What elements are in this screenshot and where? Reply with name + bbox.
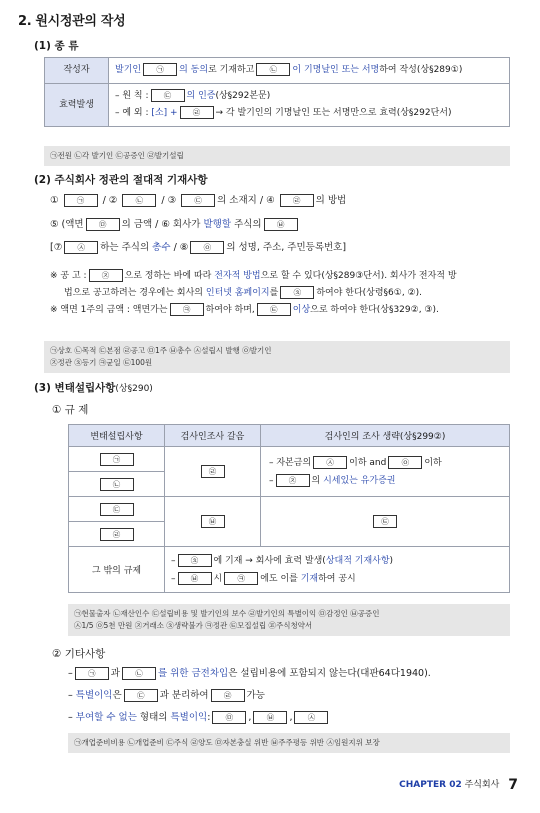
- s3-r1-t2-c: 시세있는 유가증권: [323, 475, 396, 486]
- s3-col-2: 검사인조사 갈음: [165, 425, 261, 447]
- blank-box[interactable]: ㉩: [178, 554, 212, 567]
- blank-box[interactable]: ㉠: [143, 63, 177, 76]
- s2-l2-c: 발행할: [203, 219, 232, 230]
- s3-other-2: [68, 686, 265, 706]
- s3-table: [68, 424, 510, 593]
- s1-row1-content: [109, 58, 510, 84]
- blank-box[interactable]: ㉩: [280, 286, 314, 299]
- s2-l1-t1: / ②: [99, 195, 121, 206]
- blank-box[interactable]: ㉨: [276, 474, 310, 487]
- s2-n1-c: 전자적 방법: [214, 271, 261, 281]
- s3-o1-a: –: [68, 668, 73, 679]
- blank-box[interactable]: ㉣: [201, 465, 225, 478]
- blank-box[interactable]: ㉦: [313, 456, 347, 469]
- s3-o3-e: :: [207, 712, 211, 723]
- blank-box[interactable]: ㉠: [75, 667, 109, 680]
- s3-sub1: ① 규 제: [52, 404, 89, 416]
- s3-o2-e: 가능: [246, 690, 265, 701]
- s2-l2-d: 주식의: [234, 219, 262, 230]
- s2-note-1: [50, 268, 520, 285]
- s1-r2-l1-a: – 원 칙 :: [115, 91, 149, 101]
- s3-r3-l2-d: 기재: [300, 573, 319, 584]
- blank-box[interactable]: ㉧: [388, 456, 422, 469]
- s2-l2-b: 의 금액 / ⑥ 회사가: [121, 219, 201, 230]
- blank-box[interactable]: ㉢: [100, 503, 134, 516]
- s3-o3-a: –: [68, 712, 73, 723]
- s3-r3-l1-d: ): [389, 555, 394, 566]
- s3-r1-t1-b: 이하 and: [349, 457, 387, 468]
- s3-r3-l2-e: 하여 공시: [318, 573, 356, 584]
- s3-r3-l1-a: –: [171, 555, 176, 566]
- s3-col-1: 변태설립사항: [69, 425, 165, 447]
- s2-l1-t2: / ③: [158, 195, 180, 206]
- s2-l3-d: / ⑧: [173, 242, 189, 253]
- heading-title: 원시정관의 작성: [35, 14, 126, 29]
- blank-box[interactable]: ㉢: [124, 689, 158, 702]
- blank-box[interactable]: ㉢: [151, 89, 185, 102]
- s2-line-2: [50, 215, 300, 235]
- s3-o2-a: –: [68, 690, 73, 701]
- blank-box[interactable]: ㉣: [180, 106, 214, 119]
- s3-title-ref: (상§290): [115, 384, 153, 394]
- section-2-title: (2) 주식회사 정관의 절대적 기재사항: [34, 174, 208, 186]
- s2-notes: [50, 268, 520, 319]
- s2-n1-h: 하여야 한다(상령§6①, ②).: [316, 288, 422, 298]
- blank-box[interactable]: ㉧: [190, 241, 224, 254]
- s1-legend: ㉠전원 ㉡각 발기인 ㉢공증인 ㉣발기설립: [44, 146, 510, 166]
- s3-r3-l2-a: –: [171, 573, 176, 584]
- s1-r2-l2-b: [소] +: [151, 108, 178, 118]
- s2-l3-e: 의 성명, 주소, 주민등록번호]: [226, 242, 347, 253]
- page-footer: [399, 777, 518, 793]
- s1-r1-a: 발기인: [115, 65, 142, 75]
- s3-r2b: [69, 522, 165, 547]
- s1-r1-b: 의 동의: [179, 65, 209, 75]
- s3-o3-c: 형태의: [139, 712, 168, 723]
- section-1-title: (1) 종 류: [34, 40, 79, 52]
- s1-row1-label: 작성자: [45, 58, 109, 84]
- blank-box[interactable]: ㉫: [373, 515, 397, 528]
- s3-r3-label: 그 밖의 규제: [69, 547, 165, 593]
- s3-r3-content: [165, 547, 510, 593]
- blank-box[interactable]: ㉣: [280, 194, 314, 207]
- s1-r2-l2-a: – 예 외 :: [115, 108, 149, 118]
- blank-box[interactable]: ㉢: [181, 194, 215, 207]
- s2-n2-a: ※ 액면 1주의 금액 :: [50, 305, 130, 315]
- s3-r3-l2-c: 에도 이를: [260, 573, 298, 584]
- blank-box[interactable]: ㉠: [100, 453, 134, 466]
- s3-legend-line-2: ㉦1/5 ㉧5천 만원 ㉨거래소 ㉩생략불가 ㉪정관 ㉫모집설립 ㉬주식청약서: [74, 621, 313, 630]
- s3-legend-2: ㉠개업준비비용 ㉡개업준비 ㉢주식 ㉣양도 ㉤자본충실 위반 ㉥주주평등 위반 ㉦임원지위 보장: [68, 733, 510, 753]
- s2-line-3: [50, 238, 346, 258]
- s2-line-1: [50, 191, 346, 211]
- s3-legend: [68, 604, 510, 636]
- s2-n2-e: 으로 하여야 한다(상§329②, ③).: [310, 305, 439, 315]
- s3-o3-b: 부여할 수 없는: [75, 712, 137, 723]
- s2-legend-line-2: ㉨정관 ㉩등기 ㉪균일 ㉫100원: [50, 358, 153, 367]
- s3-o3-d: 특별이익: [170, 712, 208, 723]
- blank-box[interactable]: ㉥: [264, 218, 298, 231]
- s1-r1-e: 하여 작성(상§289①): [379, 65, 463, 75]
- s2-l1-t0: ①: [50, 195, 62, 206]
- s3-o1-b: 과: [110, 668, 120, 679]
- s3-legend-line-1: ㉠현물출자 ㉡재산인수 ㉢설립비용 및 발기인의 보수 ㉣발기인의 특별이익 ㉤감정인 ㉥공증인: [74, 609, 380, 618]
- s2-n2-d: 이상: [292, 305, 311, 315]
- blank-box[interactable]: ㉡: [100, 478, 134, 491]
- s2-l1-t4: 의 방법: [315, 195, 347, 206]
- s2-note-2: [50, 302, 520, 319]
- blank-box[interactable]: ㉣: [211, 689, 245, 702]
- s1-r2-l1-b: 의 인증: [186, 91, 216, 101]
- blank-box[interactable]: ㉤: [212, 711, 246, 724]
- s2-legend: [44, 341, 510, 373]
- s1-r1-d: 이 기명날인 또는 서명: [292, 65, 380, 75]
- s2-n1-e: 법으로 공고하려는 경우에는 회사의: [64, 288, 203, 298]
- blank-box[interactable]: ㉦: [294, 711, 328, 724]
- s3-o1-d: 은 설립비용에 포함되지 않는다(대판64다1940).: [228, 668, 431, 679]
- s3-r1-t1-c: 이하: [424, 457, 442, 468]
- blank-box[interactable]: ㉪: [224, 572, 258, 585]
- s3-r3-l1-c: 상대적 기재사항: [325, 555, 390, 566]
- page-heading: [18, 10, 125, 29]
- s3-r1-t2-a: –: [269, 475, 274, 486]
- s3-col-3: 검사인의 조사 생략(상§299②): [261, 425, 510, 447]
- s2-l3-a: [⑦: [50, 242, 63, 253]
- s1-row2-label: 효력발생: [45, 84, 109, 127]
- s3-r2a: [69, 497, 165, 522]
- s2-l2-a: ⑤ (액면: [50, 219, 84, 230]
- s3-sub2: ② 기타사항: [52, 648, 106, 660]
- s3-r2-right: [261, 497, 510, 547]
- s2-n1-d: 으로 할 수 있다(상§289③단서). 회사가 전자적 방: [260, 271, 457, 281]
- s2-l1-t3: 의 소재지 / ④: [217, 195, 278, 206]
- s2-note-1-cont: [50, 285, 520, 302]
- s3-o2-b: 특별이익: [75, 690, 113, 701]
- s2-n1-b: 으로 정하는 바에 따라: [124, 271, 212, 281]
- s2-n2-b: 액면가는: [132, 305, 168, 315]
- s3-r1a: [69, 447, 165, 472]
- s3-r1-t2-b: 의: [311, 475, 321, 486]
- s3-r1-t1-a: – 자본금의: [269, 457, 312, 468]
- footer-topic: 주식회사: [464, 780, 500, 790]
- s3-r2-mid: [165, 497, 261, 547]
- s1-r2-l1-c: (상§292본문): [215, 91, 271, 101]
- blank-box[interactable]: ㉥: [178, 572, 212, 585]
- s3-r1b: [69, 472, 165, 497]
- blank-box[interactable]: ㉤: [86, 218, 120, 231]
- s2-l3-c: 총수: [152, 242, 171, 253]
- s2-n1-f: 인터넷 홈페이지: [205, 288, 270, 298]
- blank-box[interactable]: ㉡: [256, 63, 290, 76]
- blank-box[interactable]: ㉥: [253, 711, 287, 724]
- s3-title-text: (3) 변태설립사항: [34, 382, 116, 394]
- s3-r1-right: [261, 447, 510, 497]
- s3-r1-mid: [165, 447, 261, 497]
- s3-o1-c: 를 위한 금전차입: [157, 668, 229, 679]
- section-3-title: [34, 380, 153, 395]
- s1-r1-c: 로 기재하고: [208, 65, 255, 75]
- s2-legend-line-1: ㉠상호 ㉡목적 ㉢본점 ㉣공고 ㉤1주 ㉥총수 ㉦설립시 발행 ㉧발기인: [50, 346, 272, 355]
- footer-chapter: CHAPTER 02: [399, 780, 462, 790]
- s2-n1-a: ※ 공 고 :: [50, 271, 87, 281]
- blank-box[interactable]: ㉣: [100, 528, 134, 541]
- blank-box[interactable]: ㉨: [89, 269, 123, 282]
- blank-box[interactable]: ㉪: [170, 303, 204, 316]
- blank-box[interactable]: ㉡: [122, 194, 156, 207]
- s3-r3-l2-b: 시: [213, 573, 223, 584]
- page-number: 7: [508, 777, 518, 793]
- blank-box[interactable]: ㉠: [64, 194, 98, 207]
- s2-n2-c: 하여야 하며,: [205, 305, 255, 315]
- s2-l3-b: 하는 주식의: [100, 242, 150, 253]
- s1-r2-l2-c: → 각 발기인의 기명날인 또는 서명만으로 효력(상§292단서): [215, 108, 452, 118]
- s1-table: [44, 57, 510, 127]
- s3-other-3: – 부여할 수 없는 형태의 특별이익: ㉤ , ㉥ , ㉦: [68, 708, 330, 728]
- s3-r3-l1-b: 에 기재 → 회사에 효력 발생(: [213, 555, 326, 566]
- s3-o2-d: 과 분리하여: [159, 690, 209, 701]
- s1-row2-content: [109, 84, 510, 127]
- s3-other-1: [68, 664, 431, 684]
- blank-box[interactable]: ㉦: [64, 241, 98, 254]
- blank-box[interactable]: ㉫: [257, 303, 291, 316]
- s2-n1-g: 를: [269, 288, 279, 298]
- s3-o2-c: 은: [112, 690, 122, 701]
- heading-number: 2.: [18, 14, 32, 29]
- blank-box[interactable]: ㉡: [122, 667, 156, 680]
- blank-box[interactable]: ㉥: [201, 515, 225, 528]
